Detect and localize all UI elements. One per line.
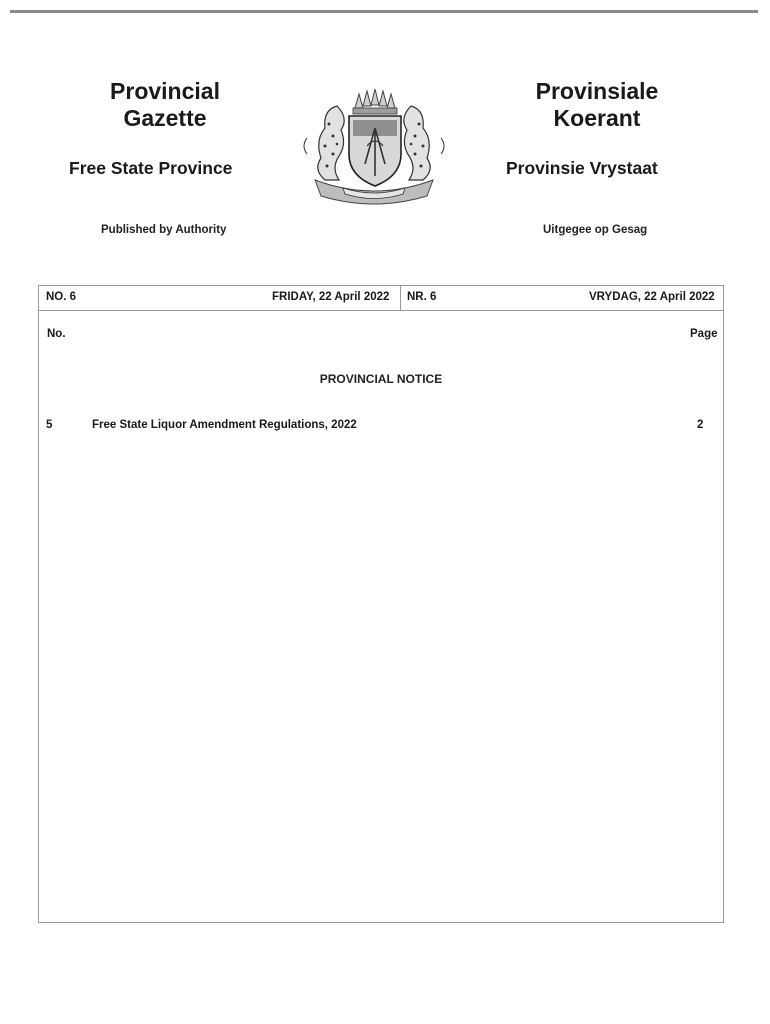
english-authority: Published by Authority xyxy=(101,224,227,236)
english-title-line1: Provincial xyxy=(110,78,220,104)
notice-title: Free State Liquor Amendment Regulations, 2022 xyxy=(92,419,357,431)
afrikaans-title xyxy=(522,78,672,132)
column-header-page: Page xyxy=(690,328,718,340)
coat-of-arms-icon xyxy=(293,84,455,210)
english-title-line2: Gazette xyxy=(123,105,207,131)
column-header-no: No. xyxy=(47,328,66,340)
top-rule xyxy=(10,10,758,13)
afrikaans-title-line1: Provinsiale xyxy=(535,78,659,104)
english-title xyxy=(95,78,235,132)
section-title: PROVINCIAL NOTICE xyxy=(319,372,443,386)
issue-header-divider xyxy=(400,285,401,311)
notice-number: 5 xyxy=(46,419,53,431)
issue-number-en: NO. 6 xyxy=(46,291,77,303)
notice-page: 2 xyxy=(697,419,704,431)
issue-date-af: VRYDAG, 22 April 2022 xyxy=(589,291,715,303)
english-province: Free State Province xyxy=(69,158,233,178)
issue-date-en: FRIDAY, 22 April 2022 xyxy=(272,291,390,303)
afrikaans-authority: Uitgegee op Gesag xyxy=(543,224,648,236)
issue-number-af: NR. 6 xyxy=(407,291,437,303)
afrikaans-province: Provinsie Vrystaat xyxy=(506,158,658,178)
afrikaans-title-line2: Koerant xyxy=(553,105,641,131)
